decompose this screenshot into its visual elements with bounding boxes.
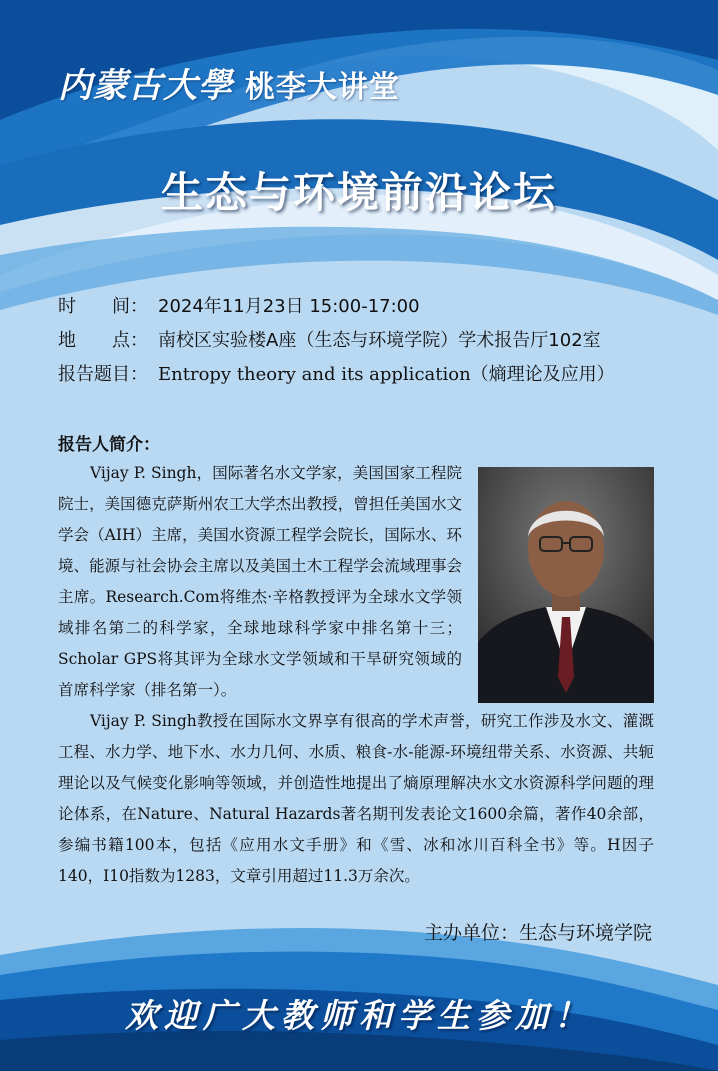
event-place (58, 329, 601, 353)
speaker-photo (478, 467, 654, 703)
organizer: 主办单位：生态与环境学院 (423, 922, 652, 944)
university-name: 内蒙古大學 (58, 66, 233, 106)
brand-header (58, 58, 400, 107)
bio-paragraph-1: Vijay P. Singh，国际著名水文学家，美国国家工程院院士，美国德克萨斯州农工大学杰出教授，曾担任美国水文学会（AIH）主席，美国水资源工程学会院长，国际水、环境、能源与社会协会主席以及美国土木工程学会流域理事会主席。Research.Com将维杰·辛格教授评为全球水文学领域排名第二的科学家，全球地球科学家中排名第十三；Scholar GPS将其评为全球水文学领域和干旱研究领域的首席科学家（排名第一）。 (58, 464, 462, 699)
welcome-banner: 欢迎广大教师和学生参加！ (125, 996, 593, 1035)
place-label: 地 点： (58, 330, 148, 351)
lecture-series-name: 桃李大讲堂 (245, 70, 400, 105)
topic-label: 报告题目： (58, 364, 148, 385)
event-topic (58, 363, 615, 387)
topic-value: Entropy theory and its application（熵理论及应用） (158, 364, 615, 385)
time-value: 2024年11月23日 15:00-17:00 (158, 296, 420, 317)
event-time (58, 295, 420, 319)
forum-title: 生态与环境前沿论坛 (160, 168, 557, 217)
time-label: 时 间： (58, 296, 148, 317)
place-value: 南校区实验楼A座（生态与环境学院）学术报告厅102室 (158, 330, 601, 351)
bio-heading: 报告人简介： (58, 435, 160, 455)
bio-paragraph-2: Vijay P. Singh教授在国际水文界享有很高的学术声誉，研究工作涉及水文、灌溉工程、水力学、地下水、水力几何、水质、粮食-水-能源-环境纽带关系、水资源、共轭理论以及气候变化影响等领域，并创造性地提出了熵原理解决水文水资源科学问题的理论体系，在Nature、Natural Hazards著名期刊发表论文1600余篇，著作40余部，参编书籍100本，包括《应用水文手册》和《雪、冰和冰川百科全书》等。H因子140，I10指数为1283，文章引用超过11.3万余次。 (58, 712, 654, 885)
